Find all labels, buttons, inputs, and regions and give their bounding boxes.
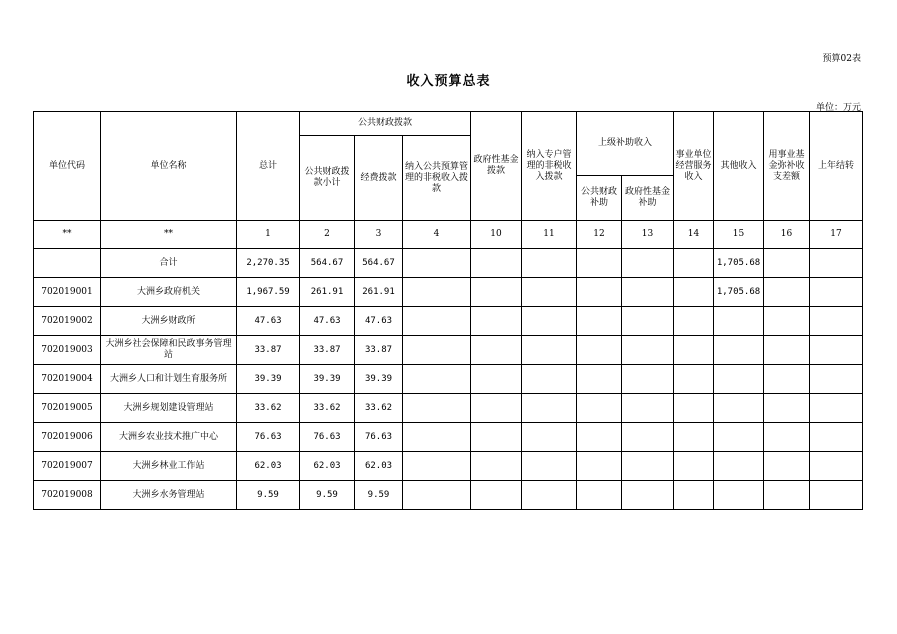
index-cell: 13 <box>622 221 674 249</box>
cell-code: 702019003 <box>34 336 101 365</box>
index-cell: 1 <box>237 221 300 249</box>
cell-name: 大洲乡人口和计划生育服务所 <box>101 365 237 394</box>
income-budget-table <box>33 111 863 510</box>
cell-subtotal: 9.59 <box>300 481 355 510</box>
cell-funding: 62.03 <box>355 452 403 481</box>
cell-subtotal: 33.62 <box>300 394 355 423</box>
cell-funding: 9.59 <box>355 481 403 510</box>
cell-total: 33.62 <box>237 394 300 423</box>
header-funding: 经费拨款 <box>355 136 403 221</box>
index-cell: 17 <box>810 221 863 249</box>
header-unit-code: 单位代码 <box>34 112 101 221</box>
cell-other <box>714 394 764 423</box>
table-row <box>34 336 863 365</box>
header-non-tax-public-budget: 纳入公共预算管理的非税收入拨款 <box>403 136 471 221</box>
cell-funding: 33.87 <box>355 336 403 365</box>
cell-subtotal: 261.91 <box>300 278 355 307</box>
cell-other <box>714 365 764 394</box>
cell-other <box>714 307 764 336</box>
index-cell: 10 <box>471 221 522 249</box>
cell-funding: 47.63 <box>355 307 403 336</box>
table-row <box>34 452 863 481</box>
header-public-finance-subtotal: 公共财政拨款小计 <box>300 136 355 221</box>
index-cell: ** <box>101 221 237 249</box>
header-superior-gov-fund: 政府性基金补助 <box>622 176 674 221</box>
cell-code: 702019001 <box>34 278 101 307</box>
cell-subtotal: 62.03 <box>300 452 355 481</box>
header-non-tax-special: 纳入专户管理的非税收入拨款 <box>522 112 577 221</box>
table-row <box>34 423 863 452</box>
cell-other <box>714 423 764 452</box>
cell-name: 大洲乡财政所 <box>101 307 237 336</box>
cell-code: 702019006 <box>34 423 101 452</box>
cell-code: 702019007 <box>34 452 101 481</box>
total-total: 2,270.35 <box>237 249 300 278</box>
index-cell: 2 <box>300 221 355 249</box>
index-cell: 11 <box>522 221 577 249</box>
cell-other <box>714 481 764 510</box>
unit-label: 单位：万元 <box>815 103 861 113</box>
cell-code: 702019005 <box>34 394 101 423</box>
total-funding: 564.67 <box>355 249 403 278</box>
total-subtotal: 564.67 <box>300 249 355 278</box>
header-prev-year-balance: 上年结转 <box>810 112 863 221</box>
header-fund-offset: 用事业基金弥补收支差额 <box>764 112 810 221</box>
total-other: 1,705.68 <box>714 249 764 278</box>
header-superior-subsidy-group: 上级补助收入 <box>577 112 674 176</box>
cell-code: 702019002 <box>34 307 101 336</box>
cell-name: 大洲乡林业工作站 <box>101 452 237 481</box>
header-other-income: 其他收入 <box>714 112 764 221</box>
header-business-income: 事业单位经营服务收入 <box>674 112 714 221</box>
cell-funding: 33.62 <box>355 394 403 423</box>
cell-name: 大洲乡政府机关 <box>101 278 237 307</box>
total-row <box>34 249 863 278</box>
header-total: 总计 <box>237 112 300 221</box>
cell-subtotal: 47.63 <box>300 307 355 336</box>
cell-total: 47.63 <box>237 307 300 336</box>
table-row <box>34 394 863 423</box>
total-label: 合计 <box>101 249 237 278</box>
index-cell: 15 <box>714 221 764 249</box>
header-unit-name: 单位名称 <box>101 112 237 221</box>
cell-total: 1,967.59 <box>237 278 300 307</box>
index-row <box>34 221 863 249</box>
header-public-finance-group: 公共财政拨款 <box>300 112 471 136</box>
index-cell: 3 <box>355 221 403 249</box>
cell-funding: 76.63 <box>355 423 403 452</box>
table-row <box>34 278 863 307</box>
cell-other <box>714 336 764 365</box>
index-cell: 14 <box>674 221 714 249</box>
cell-name: 大洲乡规划建设管理站 <box>101 394 237 423</box>
header-gov-fund: 政府性基金拨款 <box>471 112 522 221</box>
table-row <box>34 307 863 336</box>
cell-total: 9.59 <box>237 481 300 510</box>
cell-code: 702019004 <box>34 365 101 394</box>
cell-total: 33.87 <box>237 336 300 365</box>
cell-name: 大洲乡水务管理站 <box>101 481 237 510</box>
cell-name: 大洲乡农业技术推广中心 <box>101 423 237 452</box>
index-cell: ** <box>34 221 101 249</box>
cell-subtotal: 39.39 <box>300 365 355 394</box>
index-cell: 12 <box>577 221 622 249</box>
cell-funding: 39.39 <box>355 365 403 394</box>
form-number: 预算02表 <box>822 54 861 64</box>
cell-funding: 261.91 <box>355 278 403 307</box>
header-superior-public-finance: 公共财政补助 <box>577 176 622 221</box>
cell-other <box>714 452 764 481</box>
cell-name: 大洲乡社会保障和民政事务管理站 <box>101 336 237 365</box>
cell-code: 702019008 <box>34 481 101 510</box>
cell-total: 39.39 <box>237 365 300 394</box>
page-title: 收入预算总表 <box>406 74 491 89</box>
table-row <box>34 481 863 510</box>
cell-subtotal: 76.63 <box>300 423 355 452</box>
cell-other: 1,705.68 <box>714 278 764 307</box>
index-cell: 16 <box>764 221 810 249</box>
table-row <box>34 365 863 394</box>
index-cell: 4 <box>403 221 471 249</box>
cell-total: 62.03 <box>237 452 300 481</box>
cell-subtotal: 33.87 <box>300 336 355 365</box>
cell-total: 76.63 <box>237 423 300 452</box>
